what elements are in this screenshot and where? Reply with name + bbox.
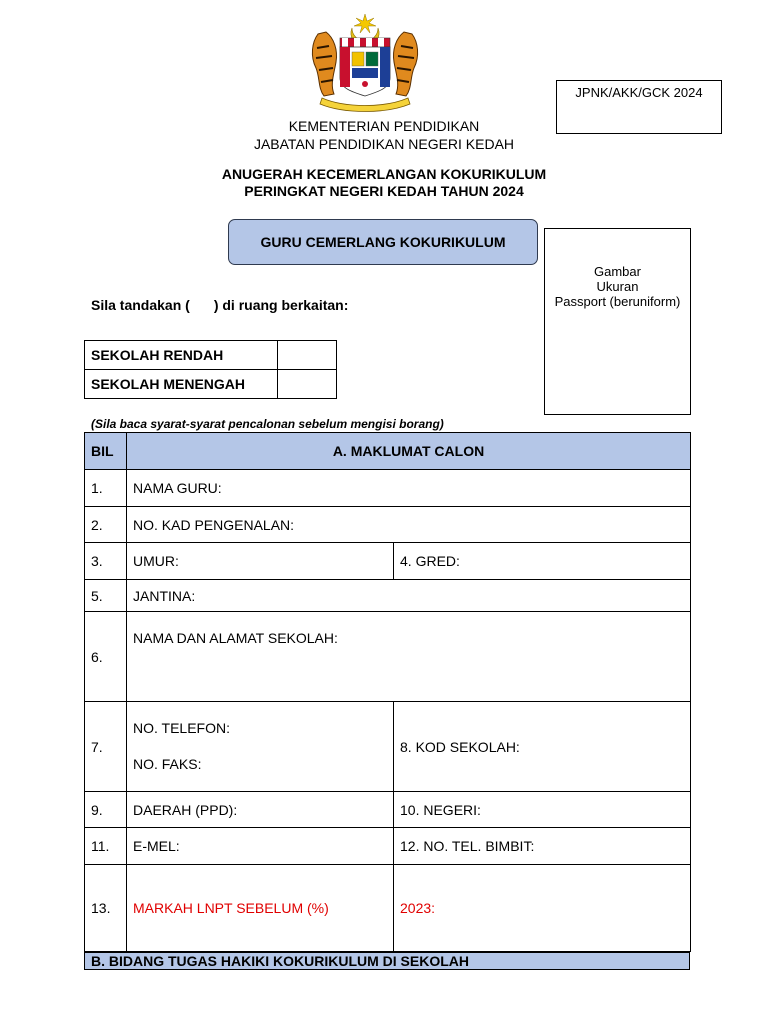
email-field[interactable]: E-MEL:	[127, 828, 394, 865]
row-number: 6.	[85, 612, 127, 702]
row-number: 2.	[85, 507, 127, 543]
table-row	[85, 612, 691, 702]
column-header-bil: BIL	[85, 433, 127, 470]
section-b-header: B. BIDANG TUGAS HAKIKI KOKURIKULUM DI SEKOLAH	[84, 952, 690, 970]
school-type-row	[85, 370, 337, 399]
phone-fax-cell	[127, 702, 394, 792]
school-code-field[interactable]: 8. KOD SEKOLAH:	[394, 702, 691, 792]
row-number: 9.	[85, 792, 127, 828]
candidate-info-table	[84, 432, 691, 952]
state-field[interactable]: 10. NEGERI:	[394, 792, 691, 828]
photo-caption-line-2: Ukuran	[596, 279, 639, 294]
row-number: 7.	[85, 702, 127, 792]
form-title-line-2: PERINGKAT NEGERI KEDAH TAHUN 2024	[244, 183, 524, 199]
row-number: 11.	[85, 828, 127, 865]
row-number: 13.	[85, 865, 127, 952]
table-row	[85, 828, 691, 865]
passport-photo-box[interactable]	[544, 228, 691, 415]
lnpt-2023-field[interactable]: 2023:	[394, 865, 691, 952]
category-label: GURU CEMERLANG KOKURIKULUM	[260, 234, 506, 250]
form-title-line-1: ANUGERAH KECEMERLANGAN KOKURIKULUM	[221, 166, 547, 182]
primary-school-checkbox[interactable]	[278, 341, 337, 370]
table-row	[85, 865, 691, 952]
ministry-name: KEMENTERIAN PENDIDIKAN	[288, 118, 480, 134]
instruction-text-start: Sila tandakan (	[91, 297, 190, 313]
tick-instruction	[91, 297, 348, 313]
school-type-label: SEKOLAH MENENGAH	[85, 370, 278, 399]
secondary-school-checkbox[interactable]	[278, 370, 337, 399]
form-note: (Sila baca syarat-syarat pencalonan sebelum mengisi borang)	[91, 417, 444, 431]
school-type-row	[85, 341, 337, 370]
row-number: 3.	[85, 543, 127, 580]
row-number: 1.	[85, 470, 127, 507]
lnpt-score-label: MARKAH LNPT SEBELUM (%)	[127, 865, 394, 952]
photo-caption-line-1: Gambar	[594, 264, 641, 279]
reference-code: JPNK/AKK/GCK 2024	[575, 85, 703, 100]
table-row	[85, 580, 691, 612]
mobile-phone-field[interactable]: 12. NO. TEL. BIMBIT:	[394, 828, 691, 865]
section-a-header: A. MAKLUMAT CALON	[127, 433, 691, 470]
instruction-text-end: ) di ruang berkaitan:	[213, 297, 349, 313]
school-type-table	[84, 340, 337, 399]
department-name: JABATAN PENDIDIKAN NEGERI KEDAH	[253, 136, 515, 152]
category-banner	[228, 219, 538, 265]
gender-field[interactable]: JANTINA:	[127, 580, 691, 612]
phone-field[interactable]: NO. TELEFON:	[133, 719, 230, 736]
fax-field[interactable]: NO. FAKS:	[133, 755, 202, 772]
table-row	[85, 543, 691, 580]
table-row	[85, 470, 691, 507]
age-field[interactable]: UMUR:	[127, 543, 394, 580]
district-field[interactable]: DAERAH (PPD):	[127, 792, 394, 828]
table-row	[85, 792, 691, 828]
grade-field[interactable]: 4. GRED:	[394, 543, 691, 580]
coat-of-arms-icon	[300, 12, 430, 112]
teacher-name-field[interactable]: NAMA GURU:	[127, 470, 691, 507]
table-row	[85, 507, 691, 543]
row-number: 5.	[85, 580, 127, 612]
table-row	[85, 702, 691, 792]
ic-number-field[interactable]: NO. KAD PENGENALAN:	[127, 507, 691, 543]
photo-caption-line-3: Passport (beruniform)	[554, 294, 681, 309]
school-type-label: SEKOLAH RENDAH	[85, 341, 278, 370]
school-address-field[interactable]: NAMA DAN ALAMAT SEKOLAH:	[127, 612, 691, 702]
